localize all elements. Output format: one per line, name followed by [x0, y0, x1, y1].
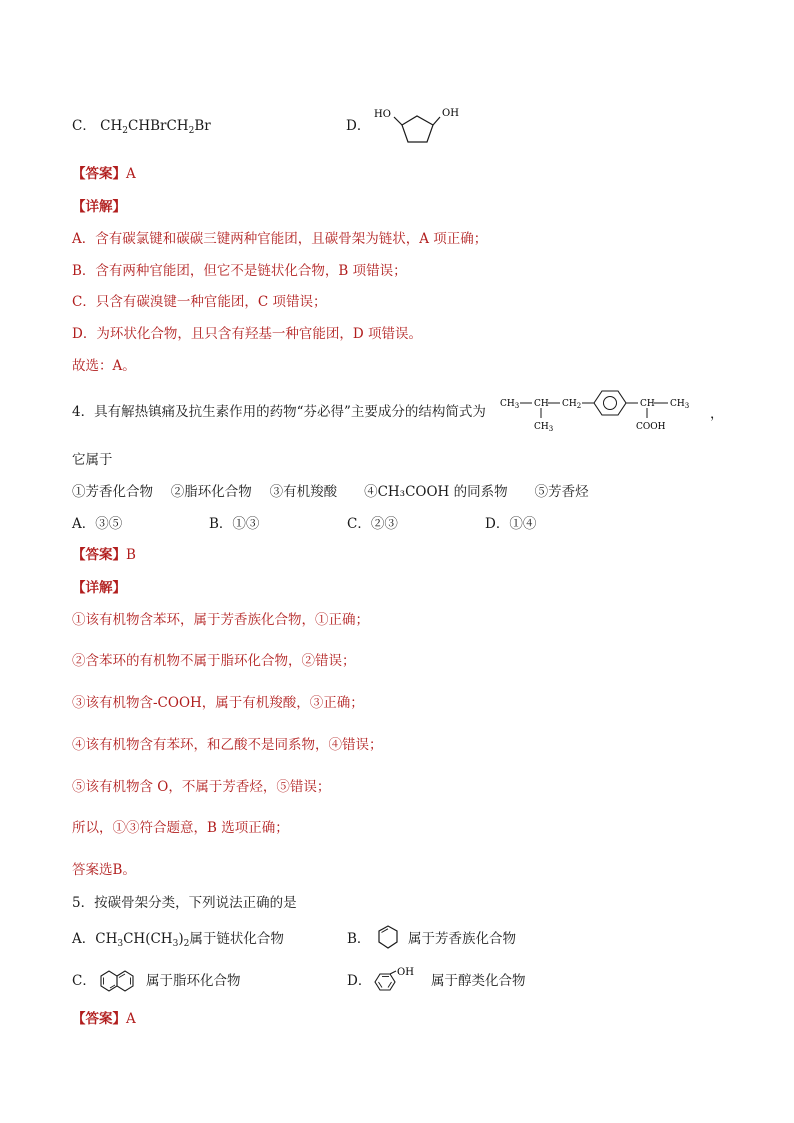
q5-option-c-text: 属于脂环化合物: [146, 973, 241, 989]
q5-option-b-text: 属于芳香族化合物: [408, 931, 516, 947]
svg-text:CH3: $CH_3$: [534, 422, 554, 433]
q5-option-b-cyclohexene-structure: [370, 922, 406, 954]
q3-detail-heading: 【详解】: [72, 199, 126, 215]
svg-text:CH3: $CH_3$: [500, 399, 520, 410]
oh-label: OH: [442, 108, 459, 119]
q4-detail-line: ④该有机物含有苯环，和乙酸不是同系物，④错误；: [72, 737, 383, 753]
oh-label: OH: [397, 967, 414, 978]
q3-option-d-label: D．: [346, 118, 371, 134]
q4-option-a: A．③⑤: [72, 516, 123, 532]
q4-items: ①芳香化合物 ②脂环化合物 ③有机羧酸 ④CH₃COOH 的同系物 ⑤芳香烃: [72, 484, 589, 500]
q3-option-c: C． $CH_2CHBrCH_2Br$: [72, 118, 211, 136]
q4-option-b: B．①③: [209, 516, 260, 532]
q3-detail-line: A．含有碳氯键和碳碳三键两种官能团，且碳骨架为链状，A 项正确；: [72, 231, 488, 247]
q4-detail-line: ①该有机物含苯环，属于芳香族化合物，①正确；: [72, 612, 369, 628]
q4-answer: 【答案】B: [72, 547, 136, 563]
q4-detail-line: ②含苯环的有机物不属于脂环化合物，②错误；: [72, 653, 356, 669]
q4-detail-line: ⑤该有机物含 O，不属于芳香烃，⑤错误；: [72, 779, 331, 795]
q3-conclusion: 故选：A。: [72, 358, 136, 374]
q5-answer: 【答案】A: [72, 1011, 136, 1027]
q4-conclusion: 答案选B。: [72, 862, 136, 878]
q5-option-c-label: C．: [72, 973, 96, 989]
q4-detail-heading: 【详解】: [72, 580, 126, 596]
svg-text:COOH: COOH: [636, 422, 666, 432]
q4-option-c: C．②③: [347, 516, 398, 532]
q5-option-c-naphthalene-structure: [95, 966, 143, 998]
q3-detail-line: B．含有两种官能团，但它不是链状化合物，B 项错误；: [72, 263, 407, 279]
q5-option-d-text: 属于醇类化合物: [431, 973, 526, 989]
q4-stem-2: 它属于: [72, 452, 113, 468]
q3-detail-line: D．为环状化合物，且只含有羟基一种官能团，D 项错误。: [72, 326, 422, 342]
q4-detail-line: 所以，①③符合题意，B 选项正确；: [72, 820, 289, 836]
svg-text:CH2: $CH_2$: [562, 399, 582, 410]
q4-detail-line: ③该有机物含-COOH，属于有机羧酸，③正确；: [72, 695, 364, 711]
svg-text:CH: CH: [534, 399, 549, 409]
q4-ibuprofen-structure: [496, 384, 710, 438]
q5-stem: 5．按碳骨架分类，下列说法正确的是: [72, 895, 297, 911]
q5-option-d-label: D．: [347, 973, 372, 989]
ho-label: HO: [374, 109, 391, 120]
q4-option-d: D．①④: [485, 516, 537, 532]
q5-option-b-label: B．: [347, 931, 371, 947]
svg-text:CH3: $CH_3$: [670, 399, 690, 410]
q5-option-a: A．$CH_3CH(CH_3)_2$属于链状化合物: [72, 931, 284, 949]
q5-option-d-phenol-structure: [370, 964, 430, 998]
q4-stem-comma: ，: [710, 406, 724, 422]
q3-option-d-cyclopentanediol-structure: [370, 100, 480, 152]
q3-answer: 【答案】A: [72, 166, 136, 182]
q4-stem: 4．具有解热镇痛及抗生素作用的药物“芬必得”主要成分的结构简式为: [72, 404, 486, 420]
q3-detail-line: C．只含有碳溴键一种官能团，C 项错误；: [72, 294, 327, 310]
svg-text:CH: CH: [640, 399, 655, 409]
